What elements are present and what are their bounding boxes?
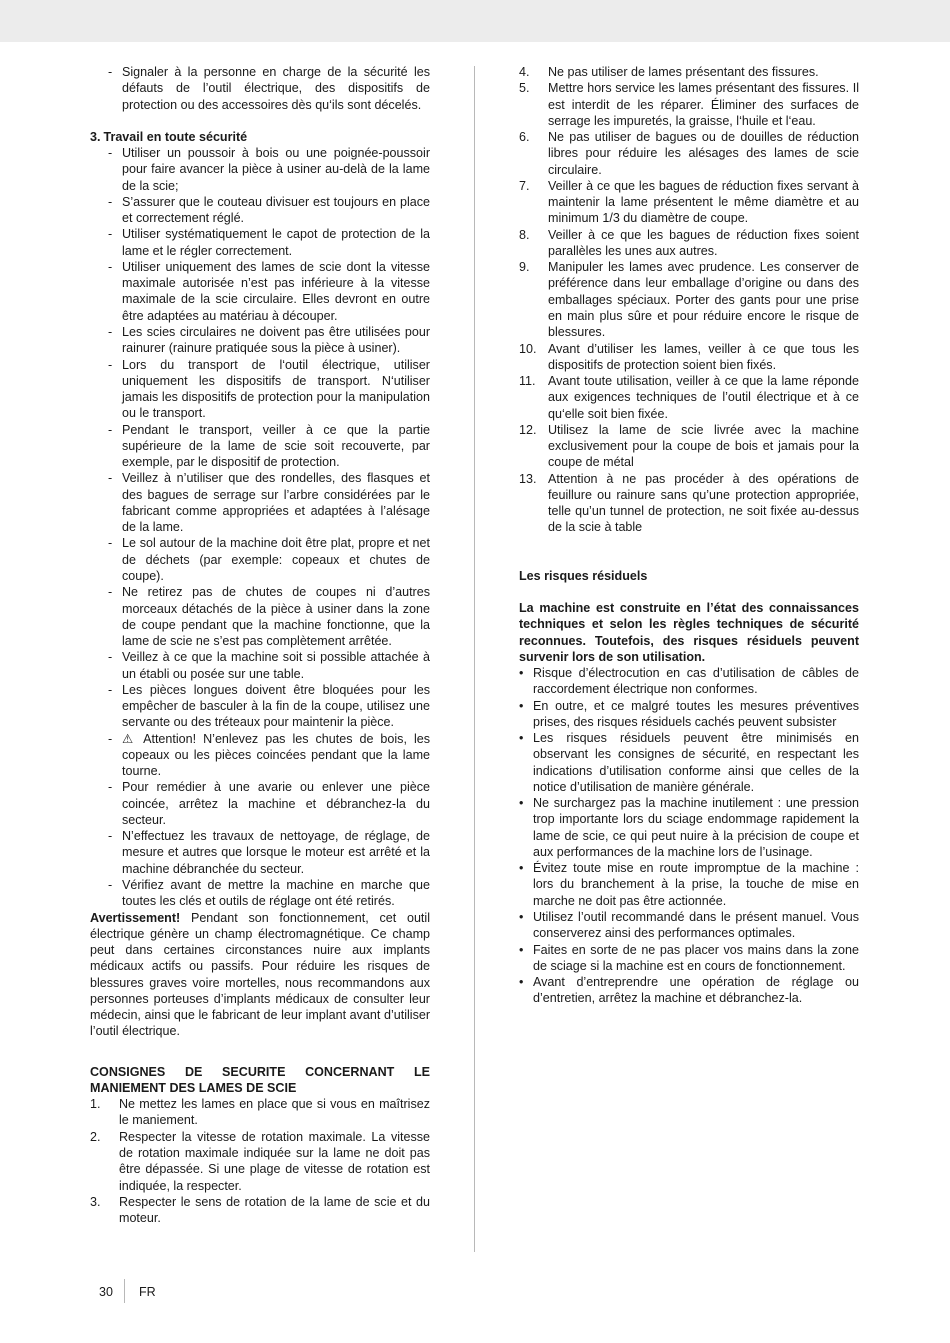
list-item-text: Les risques résiduels peuvent être minimisés en observant les consignes de sécurité, en respectant les indications d’utilisation conforme ainsi que celles de la notice d’utilisation de manière générale. <box>533 731 859 794</box>
warning-text: Pendant son fonctionnement, cet outil électrique génère un champ électromagnétique. Ce champ peut dans certaines circonstances nuire aux implants médicaux actifs ou passifs. Pour réduire les risques de blessures graves voire mortelles, nous recommandons aux personnes porteuses d’implants médicaux de consulter leur médecin, ainsi que le fabricant de leur implant avant d’utiliser l’outil électrique. <box>90 910 430 1039</box>
list-item <box>90 64 430 113</box>
list-item-text: Ne pas utiliser de bagues ou de douilles de réduction libres pour réduire les alésages des lames de scie circulaire. <box>548 130 859 177</box>
list-item-text: Mettre hors service les lames présentant des fissures. Il est interdit de les réparer. Éliminer des surfaces de serrage les impuretés, la graisse, l‘huile et l‘eau. <box>548 81 859 128</box>
list-item <box>519 860 859 909</box>
list-item-number: 7. <box>519 178 530 193</box>
list-item-text: Utiliser un poussoir à bois ou une poignée-poussoir pour faire avancer la pièce à usiner au-delà de la lame de la scie; <box>122 146 430 193</box>
footer-divider <box>124 1279 125 1303</box>
list-item-text: Veiller à ce que les bagues de réduction fixes servant à maintenir la lame présentent le même diamètre et au minimum 1/3 du diamètre de coupe. <box>548 178 859 226</box>
list-item <box>90 779 430 828</box>
list-item-text: Veillez à ce que la machine soit si possible attachée à un établi ou posée sur une table. <box>122 650 430 681</box>
section-3-number: 3. <box>90 129 101 144</box>
list-item <box>90 1096 430 1129</box>
dash-marker: - <box>108 585 113 600</box>
list-item <box>519 730 859 795</box>
list-item-text: S’assurer que le couteau divisuer est toujours en place et correctement réglé. <box>122 194 430 226</box>
residual-risks-intro: La machine est construite en l’état des connaissances techniques et selon les règles techniques de sécurité reconnues. Toutefois, des risques résiduels peuvent survenir lors de son utilisation. <box>519 600 859 664</box>
list-item-text: Attention à ne pas procéder à des opérations de feuillure ou rainure sans qu’une protection appropriée, telle qu’un tunnel de protection, ne soit fixée au-dessus de la scie à table <box>548 471 859 535</box>
list-item-text: Lors du transport de l‘outil électrique, utiliser uniquement les dispositifs de transport. N‘utiliser jamais les dispositifs de protection pour la manipulation ou le transport. <box>122 357 430 421</box>
list-item <box>90 877 430 910</box>
list-item <box>90 194 430 227</box>
list-item-number: 3. <box>90 1194 101 1209</box>
list-item-number: 10. <box>519 341 537 356</box>
list-item <box>90 1194 430 1227</box>
list-item <box>519 227 859 260</box>
list-item <box>90 357 430 422</box>
list-item <box>519 129 859 178</box>
left-column <box>90 64 430 1226</box>
list-item-text: Le sol autour de la machine doit être plat, propre et net de déchets (par exemple: copeaux et chutes de coupe). <box>122 536 430 583</box>
list-item <box>90 145 430 194</box>
dash-marker: - <box>108 259 113 274</box>
list-item <box>90 226 430 259</box>
section-3-heading <box>90 129 430 145</box>
list-item <box>519 80 859 129</box>
list-item-text: Utilisez la lame de scie livrée avec la machine exclusivement pour la coupe de bois et jamais pour la coupe de métal <box>548 422 859 470</box>
list-item-number: 5. <box>519 81 530 96</box>
dash-marker: - <box>108 682 113 697</box>
list-item <box>519 341 859 374</box>
list-item-text: Ne surchargez pas la machine inutilement : une pression trop importante lors du sciage endommage rapidement la lame de scie, ce qui peut nuire à la précision de coupe et aux performances de la machine lors de l’usinage. <box>533 796 859 859</box>
dash-marker: - <box>108 324 113 339</box>
list-item <box>519 259 859 340</box>
list-item <box>519 471 859 536</box>
list-item <box>519 974 859 1007</box>
list-item-text: Avant toute utilisation, veiller à ce que la lame réponde aux exigences techniques de l’outil électrique et à ce qu‘elle soit bien fixée. <box>548 374 859 421</box>
dash-marker: - <box>108 227 113 242</box>
dash-marker: - <box>108 780 113 795</box>
list-item <box>90 682 430 731</box>
bullet-marker: • <box>519 698 524 713</box>
bullet-marker: • <box>519 861 524 876</box>
warning-label: Avertissement! <box>90 910 181 925</box>
list-item-text: Respecter la vitesse de rotation maximale. La vitesse de rotation maximale indiquée sur la lame ne doit pas être dépassée. Si une plage de vitesse de rotation est indiquée, la respecter. <box>119 1129 430 1193</box>
list-item-text: Pendant le transport, veiller à ce que la partie supérieure de la lame de scie soit recouverte, par exemple, par le dispositif de protection. <box>122 422 430 470</box>
section-3-list <box>90 145 430 909</box>
list-item-text: Ne retirez pas de chutes de coupes ni d’autres morceaux détachés de la pièce à usiner dans la zone de coupe pendant que la machine fonctionne, que la lame de scie ne s’est pas complètement arrêtée. <box>122 585 430 649</box>
bullet-marker: • <box>519 910 524 925</box>
list-item-number: 11. <box>519 374 536 389</box>
list-item <box>90 259 430 324</box>
blades-continued-list <box>519 64 859 536</box>
list-item <box>519 178 859 227</box>
list-item-text: Veiller à ce que les bagues de réduction fixes soient parallèles les unes aux autres. <box>548 227 859 258</box>
list-item-number: 12. <box>519 422 537 437</box>
dash-marker: - <box>108 471 113 486</box>
list-item-text: Vérifiez avant de mettre la machine en marche que toutes les clés et outils de réglage ont été retirés. <box>122 878 430 909</box>
list-item-text: Veillez à n’utiliser que des rondelles, des flasques et des bagues de serrage sur l’arbre considérées par le fabricant comme appropriées et adaptées à l’alésage de la lame. <box>122 471 430 535</box>
list-item-text: Respecter le sens de rotation de la lame de scie et du moteur. <box>119 1194 430 1226</box>
list-item-number: 2. <box>90 1129 101 1144</box>
list-item <box>519 942 859 975</box>
list-item-text: Faites en sorte de ne pas placer vos mains dans la zone de sciage si la machine est en cours de fonctionnement. <box>533 942 859 973</box>
dash-marker: - <box>108 829 113 844</box>
residual-risks-title: Les risques résiduels <box>519 568 648 583</box>
right-column <box>519 64 859 1007</box>
list-item-text: Utilisez l’outil recommandé dans le présent manuel. Vous conserverez ainsi des performances optimales. <box>533 910 859 941</box>
dash-marker: - <box>108 536 113 551</box>
list-item-number: 1. <box>90 1097 101 1112</box>
list-item <box>519 909 859 942</box>
warning-paragraph <box>90 910 430 1040</box>
list-item-text: Pour remédier à une avarie ou enlever une pièce coincée, arrêtez la machine et débranchez-la du secteur. <box>122 780 430 827</box>
dash-marker: - <box>108 731 113 746</box>
list-item-text: Avant d’entreprendre une opération de réglage ou d’entretien, arrêtez la machine et débranchez-la. <box>533 975 859 1006</box>
list-item <box>519 795 859 860</box>
list-item <box>90 535 430 584</box>
list-item <box>519 373 859 422</box>
list-item-text: N’effectuez les travaux de nettoyage, de réglage, de mesure et autres que lorsque le moteur est arrêté et la machine débranchée du secteur. <box>122 829 430 876</box>
list-item <box>90 828 430 877</box>
list-item <box>90 324 430 357</box>
list-item-text: Signaler à la personne en charge de la sécurité les défauts de l’outil électrique, des dispositifs de protection ou des accessoires dès qu‘ils sont décelés. <box>122 65 430 112</box>
list-item <box>90 731 430 780</box>
list-item <box>90 649 430 682</box>
list-item <box>519 422 859 471</box>
bullet-marker: • <box>519 942 524 957</box>
dash-marker: - <box>108 146 113 161</box>
list-item <box>519 64 859 80</box>
list-item-text: Avant d’utiliser les lames, veiller à ce que tous les dispositifs de protection soient bien fixés. <box>548 341 859 372</box>
list-item <box>90 584 430 649</box>
list-item-text: Manipuler les lames avec prudence. Les conserver de préférence dans leur emballage d’origine ou dans des emballages spéciaux. Porter des gants pour une prise en main plus sûre et pour réduire encore le risque de blessures. <box>548 260 859 340</box>
list-item-number: 9. <box>519 260 530 275</box>
list-item <box>519 698 859 731</box>
section-3-title: Travail en toute sécurité <box>103 129 248 144</box>
list-item-text: Utiliser uniquement des lames de scie dont la vitesse maximale autorisée n’est pas inférieure à la vitesse maximale de la scie circulaire. Elles devront en outre être adaptées au matériau à découper. <box>122 259 430 323</box>
bullet-marker: • <box>519 666 524 681</box>
list-item <box>90 1129 430 1194</box>
list-item-number: 8. <box>519 227 530 242</box>
dash-marker: - <box>108 194 113 209</box>
dash-marker: - <box>108 357 113 372</box>
bullet-marker: • <box>519 796 524 811</box>
list-item-text: Utiliser systématiquement le capot de protection de la lame et le régler correctement. <box>122 227 430 258</box>
column-divider <box>474 66 475 1252</box>
list-item-text: ⚠ Attention! N’enlevez pas les chutes de bois, les copeaux ou les pièces coincées pendant que la lame tourne. <box>122 731 430 779</box>
blades-list <box>90 1096 430 1226</box>
list-item-text: Évitez toute mise en route impromptue de la machine : lors du branchement à la prise, la touche de mise en marche ne doit pas être actionnée. <box>533 861 859 908</box>
list-item-text: En outre, et ce malgré toutes les mesures préventives prises, des risques résiduels cachés peuvent subsister <box>533 698 859 729</box>
residual-risks-list <box>519 665 859 1007</box>
blades-section-title: CONSIGNES DE SECURITE CONCERNANT LE MANIEMENT DES LAMES DE SCIE <box>90 1064 430 1095</box>
list-item-text: Les pièces longues doivent être bloquées pour les empêcher de basculer à la fin de la coupe, utilisez une servante ou des tréteaux pour maintenir la pièce. <box>122 682 430 730</box>
list-item-number: 6. <box>519 130 530 145</box>
page-number: 30 <box>99 1285 113 1299</box>
list-item-text: Ne pas utiliser de lames présentant des fissures. <box>548 65 819 79</box>
header-band <box>0 0 950 42</box>
dash-marker: - <box>108 65 113 79</box>
list-item-number: 13. <box>519 471 537 486</box>
list-item <box>519 665 859 698</box>
dash-marker: - <box>108 878 113 893</box>
intro-list <box>90 64 430 113</box>
list-item-text: Ne mettez les lames en place que si vous en maîtrisez le maniement. <box>119 1097 430 1128</box>
list-item-text: Les scies circulaires ne doivent pas être utilisées pour rainurer (rainure pratiquée sous la pièce à usiner). <box>122 324 430 356</box>
list-item-number: 4. <box>519 65 530 79</box>
list-item-text: Risque d’électrocution en cas d’utilisation de câbles de raccordement électrique non conformes. <box>533 666 859 697</box>
language-code: FR <box>139 1285 156 1299</box>
dash-marker: - <box>108 422 113 437</box>
bullet-marker: • <box>519 975 524 990</box>
bullet-marker: • <box>519 731 524 746</box>
list-item <box>90 422 430 471</box>
dash-marker: - <box>108 650 113 665</box>
list-item <box>90 470 430 535</box>
